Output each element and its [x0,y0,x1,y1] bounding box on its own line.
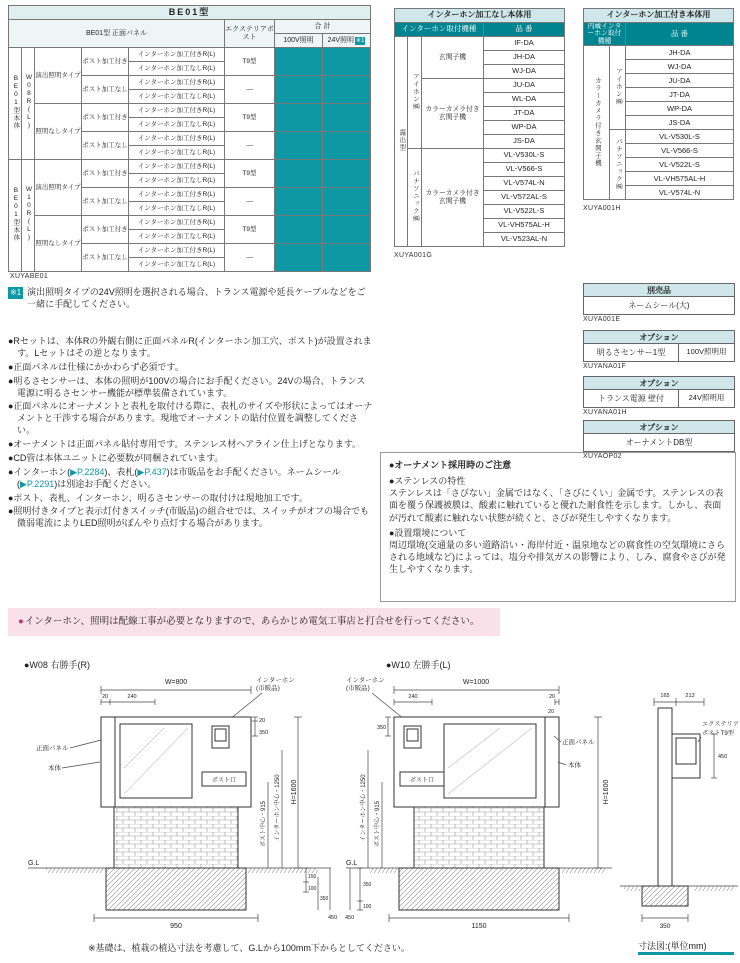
post-process-label: ポスト加工付き [82,160,129,188]
part-number: VL-VH575AL-H [484,219,565,233]
part-number: JU-DA [626,74,734,88]
notice-body: 周辺環境(交通量の多い道路沿い・海岸付近・温泉地などの腐食性の空気環境にさらされる地域など)によっては、塩分や排気ガスの影響により、しみ、腐食やさびが発生しやすくなります。 [389,539,726,575]
intercom-label2: (市販品) [256,685,280,692]
notice-body: ステンレスは「さびない」金属ではなく、「さびにくい」金属です。ステンレスの表面を覆う保護被膜は、酸素に触れていると優れた耐食性を示します。しかし、表面が汚れて酸素に触れない状態が続くと、さびが発生しやすくなります。 [389,488,724,523]
intercom-label: インターホン [256,677,295,684]
part-number: VL-VH575AL-H [626,172,734,186]
dim-height: H=1600 [291,779,298,805]
header-total: 合 計 [275,20,371,34]
part-number: VL-V574L-N [626,186,734,200]
main-table-code: XUYABE01 [10,273,49,280]
maker-text: アイホン㈱ [614,68,622,106]
price-cell [275,244,323,272]
main-spec-table-wrap [8,5,371,272]
dim-width: W=1000 [462,679,490,686]
option-sub: 100V照明用 [678,344,734,361]
ext-post-label1: エクステリア [702,721,739,728]
maker-text: アイホン㈱ [411,72,419,111]
ref1-text: 演出照明タイプの24V照明を選択される場合、トランス電源や延長ケーブルなどをご一緒に手配してください。 [27,287,366,309]
table-title: インターホン加工付き本体用 [584,9,734,23]
intercom-variant-cell: インターホン加工なしR(L) [129,146,225,160]
dim-width: W=800 [164,679,188,686]
maker [408,37,422,149]
main-spec-table [8,5,371,272]
w10-drawing-title: ●W10 左勝手(L) [386,660,451,670]
post-mouth-label: ポスト口 [409,778,435,784]
mount-type-text: 露出型 [398,129,406,152]
body-label [9,48,22,160]
intercom-label2: (市販品) [346,685,370,692]
price-cell [323,188,371,216]
post-center-dim: ポスト中心・915 [375,800,381,848]
maker [610,46,626,130]
w08-drawing [6,672,341,932]
part-number: VL-V566-S [626,144,734,158]
part-number: VL-V530L-S [484,149,565,163]
page-ref-link: ▶P.437 [137,466,167,477]
type-label: 照明なしタイプ [35,216,82,272]
header-24v [323,34,371,48]
unit-note-underline [638,952,734,955]
dim-s2: 100 [363,904,372,910]
w10-drawing [344,672,616,932]
page-ref-link: ▶P.2291 [20,478,55,489]
dim-s3: 350 [320,896,329,902]
ext-post-cell: T9型 [225,48,275,76]
intercom-variant-cell: インターホン加工なしR(L) [129,62,225,76]
option-tag: 別売品 [584,284,734,297]
intercom-variant-cell: インターホン加工付きR(L) [129,244,225,258]
main-table-title: BE01型 [9,6,371,20]
pink-bullet: ● [18,616,24,627]
maker-text: パナソニック㈱ [411,170,419,223]
post-process-label: ポスト加工付き [82,48,129,76]
ref-badge: ※1 [356,37,365,44]
header-front-panel: BE01型 正面パネル [9,20,225,48]
intercom-tsuki-table [583,8,734,200]
dim-165: 165 [660,693,670,699]
option-box-sensor [583,330,735,362]
intercom-variant-cell: インターホン加工付きR(L) [129,76,225,90]
dim-20b: 20 [548,709,555,715]
note-item: ●正面パネルにオーナメントと表札を取付ける際に、表札のサイズや形状によってはオーナメントと干渉する場合があります。現地でオーナメントの貼付位置を調整してください。 [8,401,373,436]
dim-s1: 350 [363,882,372,888]
dim-bottom: 950 [170,923,182,930]
note-seg: ●インターホン( [8,466,71,477]
note-seg: )は市販品をお手配ください。ネームシール( [17,466,341,489]
brick-pedestal [414,807,544,868]
price-cell [275,216,323,244]
option-box-ornament [583,420,735,452]
option-tag: オプション [584,377,734,390]
part-number: VL-V530L-S [626,130,734,144]
price-cell [275,76,323,104]
bullet-notes [8,336,374,532]
header-24v-label: 24V照明 [327,36,355,44]
foundation [642,886,688,906]
intercom-variant-cell: インターホン加工付きR(L) [129,188,225,202]
price-cell [323,104,371,132]
intercom-variant-cell: インターホン加工なしR(L) [129,118,225,132]
w08-drawing-title: ●W08 右勝手(R) [24,660,90,670]
note-item: ●ポスト、表札、インターホン、明るさセンサーの取付けは現地加工です。 [8,492,308,503]
price-cell [275,132,323,160]
type-label: 演出照明タイプ [35,160,82,216]
part-number: VL-V523AL-N [484,233,565,247]
gl-label: G.L [346,860,358,867]
part-number: JS-DA [484,135,565,149]
intercom-variant-cell: インターホン加工なしR(L) [129,258,225,272]
intercom-nashi-table-wrap [394,8,565,247]
dim-s1: 150 [308,874,317,880]
note-item: ●Rセットは、本体Rの外観右側に正面パネルR(インターホン加工穴、ポスト)が設置されます。Lセットはその逆となります。 [8,336,372,358]
part-number: WP-DA [626,102,734,116]
notice-heading: ●ステンレスの特性 [389,476,466,487]
note-ref1 [8,287,372,310]
part-number: VL-V572AL-S [484,191,565,205]
dim-20: 20 [548,694,556,700]
ext-post-cell: T9型 [225,160,275,188]
option-tag: オプション [584,331,734,344]
wiring-note-box [8,608,500,636]
dim-s4: 450 [328,915,338,921]
col-part: 品 番 [484,23,565,37]
post-process-label: ポスト加工なし [82,132,129,160]
notice-heading: ●設置環境について [389,527,467,538]
type-label: 照明なしタイプ [35,104,82,160]
dim-350: 350 [259,730,269,736]
option-name: トランス電源 壁付 [598,394,664,403]
option-sub: 24V照明用 [678,390,734,407]
part-number: VL-V574L-N [484,177,565,191]
body-label-text: BE01型本体 [12,75,20,130]
table-title: インターホン加工なし本体用 [395,9,565,23]
width-label-text: W08R(L) [25,74,33,131]
post-mouth-label: ポスト口 [211,778,237,784]
ext-post-label2: ポストT9型 [702,730,734,737]
price-cell [323,132,371,160]
mount-type-text: カラーカメラ付き玄関子機 [593,76,601,167]
post-process-label: ポスト加工付き [82,104,129,132]
dim-bottom: 1150 [471,923,487,930]
ext-post-cell: ― [225,244,275,272]
option-name: ネームシール(大) [628,301,690,310]
intercom-tsuki-code: XUYA001H [583,205,621,212]
col-part: 品 番 [626,23,734,46]
body-label: 本体 [568,762,581,769]
option-box-nameseal [583,283,735,315]
body-label [9,160,22,272]
price-cell [275,160,323,188]
ext-post-cell: ― [225,188,275,216]
maker-text: パナソニック㈱ [614,137,622,191]
ext-post-cell: T9型 [225,216,275,244]
dim-213: 213 [685,693,695,699]
col-machine: インターホン取付機種 [395,23,484,37]
intercom-variant-cell: インターホン加工付きR(L) [129,160,225,174]
post-process-label: ポスト加工付き [82,216,129,244]
option-name: 明るさセンサー1型 [596,348,666,357]
intercom-center-dim: インターホン中心・1250 [275,774,281,842]
part-number: WJ-DA [626,60,734,74]
front-panel-label: 正面パネル [36,745,69,752]
post-process-label: ポスト加工なし [82,76,129,104]
part-number: WP-DA [484,121,565,135]
option-name: オーナメントDB型 [625,438,693,447]
header-100v: 100V照明 [275,34,323,48]
foundation [399,868,559,910]
mount-type [395,37,408,247]
machine-group: カラーカメラ付き玄関子機 [422,149,484,247]
gl-label: G.L [28,860,40,867]
unit-note: 寸法図:(単位mm) [638,941,707,951]
part-number: VL-V522L-S [626,158,734,172]
note-item: ●照明付きタイプと表示灯付きスイッチ(市販品)の組合せでは、スイッチがオフの場合でも微弱電流によりLED照明がぼんやり点灯する場合があります。 [8,506,369,529]
intercom-label: インターホン [346,677,385,684]
price-cell [323,160,371,188]
body-label-text: BE01型本体 [12,187,20,242]
part-number: JH-DA [626,46,734,60]
foundation-note: ※基礎は、植栽の植込寸法を考慮して、G.Lから100mm下からとしてください。 [88,943,410,953]
dim-350: 350 [377,725,387,731]
maker [610,130,626,200]
option-code: XUYANA01H [583,409,627,416]
price-cell [323,48,371,76]
intercom-tsuki-table-wrap [583,8,734,200]
wiring-note-text: インターホン、照明は配線工事が必要となりますので、あらかじめ電気工事店と打合せを行ってください。 [24,616,480,627]
type-label: 演出照明タイプ [35,48,82,104]
post-center-dim: ポスト中心・915 [261,800,267,848]
part-number: VL-V566-S [484,163,565,177]
intercom-nashi-code: XUYA001G [394,252,433,259]
part-number: WJ-DA [484,65,565,79]
option-code: XUYA001E [583,316,621,323]
part-number: JU-DA [484,79,565,93]
option-code: XUYAOP02 [583,453,622,460]
width-label-text: W10R(L) [25,186,33,243]
intercom-variant-cell: インターホン加工付きR(L) [129,216,225,230]
brick-pedestal [114,807,238,868]
part-number: JH-DA [484,51,565,65]
intercom-variant-cell: インターホン加工なしR(L) [129,230,225,244]
dim-240: 240 [127,694,137,700]
price-cell [323,76,371,104]
notice-title: ●オーナメント採用時のご注意 [389,460,512,470]
side-post-drawing [618,688,740,934]
width-label [22,160,35,272]
intercom-center-dim: インターホン中心・1250 [361,774,367,842]
post-process-label: ポスト加工なし [82,244,129,272]
machine-group: 玄関子機 [422,37,484,79]
part-number: JT-DA [626,88,734,102]
header-exterior-post: エクステリアポスト [225,20,275,48]
dim-240: 240 [408,694,418,700]
intercom-variant-cell: インターホン加工付きR(L) [129,48,225,62]
price-cell [323,216,371,244]
price-cell [275,188,323,216]
front-panel-label: 正面パネル [562,739,595,746]
page-ref-link: ▶P.2284 [70,466,105,477]
col-machine: 内蔵インターホン取付機種 [584,23,626,46]
body-label: 本体 [48,765,61,772]
intercom-variant-cell: インターホン加工付きR(L) [129,104,225,118]
dim-20: 20 [101,694,109,700]
price-cell [275,48,323,76]
ornament-notice-box [380,452,736,602]
maker [408,149,422,247]
intercom-variant-cell: インターホン加工なしR(L) [129,174,225,188]
dim-s2: 100 [308,886,317,892]
dim-height: H=1600 [603,779,610,805]
ext-post-cell: T9型 [225,104,275,132]
intercom-nashi-table [394,8,565,247]
part-number: VL-V522L-S [484,205,565,219]
dim-s4: 450 [345,915,355,921]
mount-type [584,46,610,200]
note-seg: )、表札( [104,466,138,477]
post-process-label: ポスト加工なし [82,188,129,216]
part-number: JS-DA [626,116,734,130]
ref1-badge: ※1 [10,288,22,297]
intercom-variant-cell: インターホン加工なしR(L) [129,90,225,104]
option-code: XUYANA01F [583,363,627,370]
note-item: ●オーナメントは正面パネル貼付専用です。ステンレス材ヘアライン仕上げとなります。 [8,439,361,449]
part-number: JT-DA [484,107,565,121]
foundation [106,868,246,910]
note-seg: )は別途お手配ください。 [54,478,157,489]
ext-post-cell: ― [225,132,275,160]
width-label [22,48,35,160]
option-box-transformer [583,376,735,408]
price-cell [323,244,371,272]
dim-bottom: 350 [659,923,671,930]
note-item-links [8,467,374,491]
ext-post-cell: ― [225,76,275,104]
price-cell [275,104,323,132]
dim-450: 450 [718,754,728,760]
intercom-variant-cell: インターホン加工なしR(L) [129,202,225,216]
interc om-variant-cell: インターホン加工付きR(L) [129,132,225,146]
option-tag: オプション [584,421,734,434]
machine-group: カラーカメラ付き玄関子機 [422,79,484,149]
pillar [658,708,672,886]
part-number: WL-DA [484,93,565,107]
part-number: IF-DA [484,37,565,51]
note-item: ●明るさセンサーは、本体の照明が100Vの場合にお手配ください。24Vの場合、トランス電源に明るさセンサー機能が標準装備されています。 [8,375,366,398]
dim-20b: 20 [259,718,266,724]
note-item: ●CD管は本体ユニットに必要数が同梱されています。 [8,452,224,463]
note-item: ●正面パネルは仕様にかかわらず必須です。 [8,361,184,372]
